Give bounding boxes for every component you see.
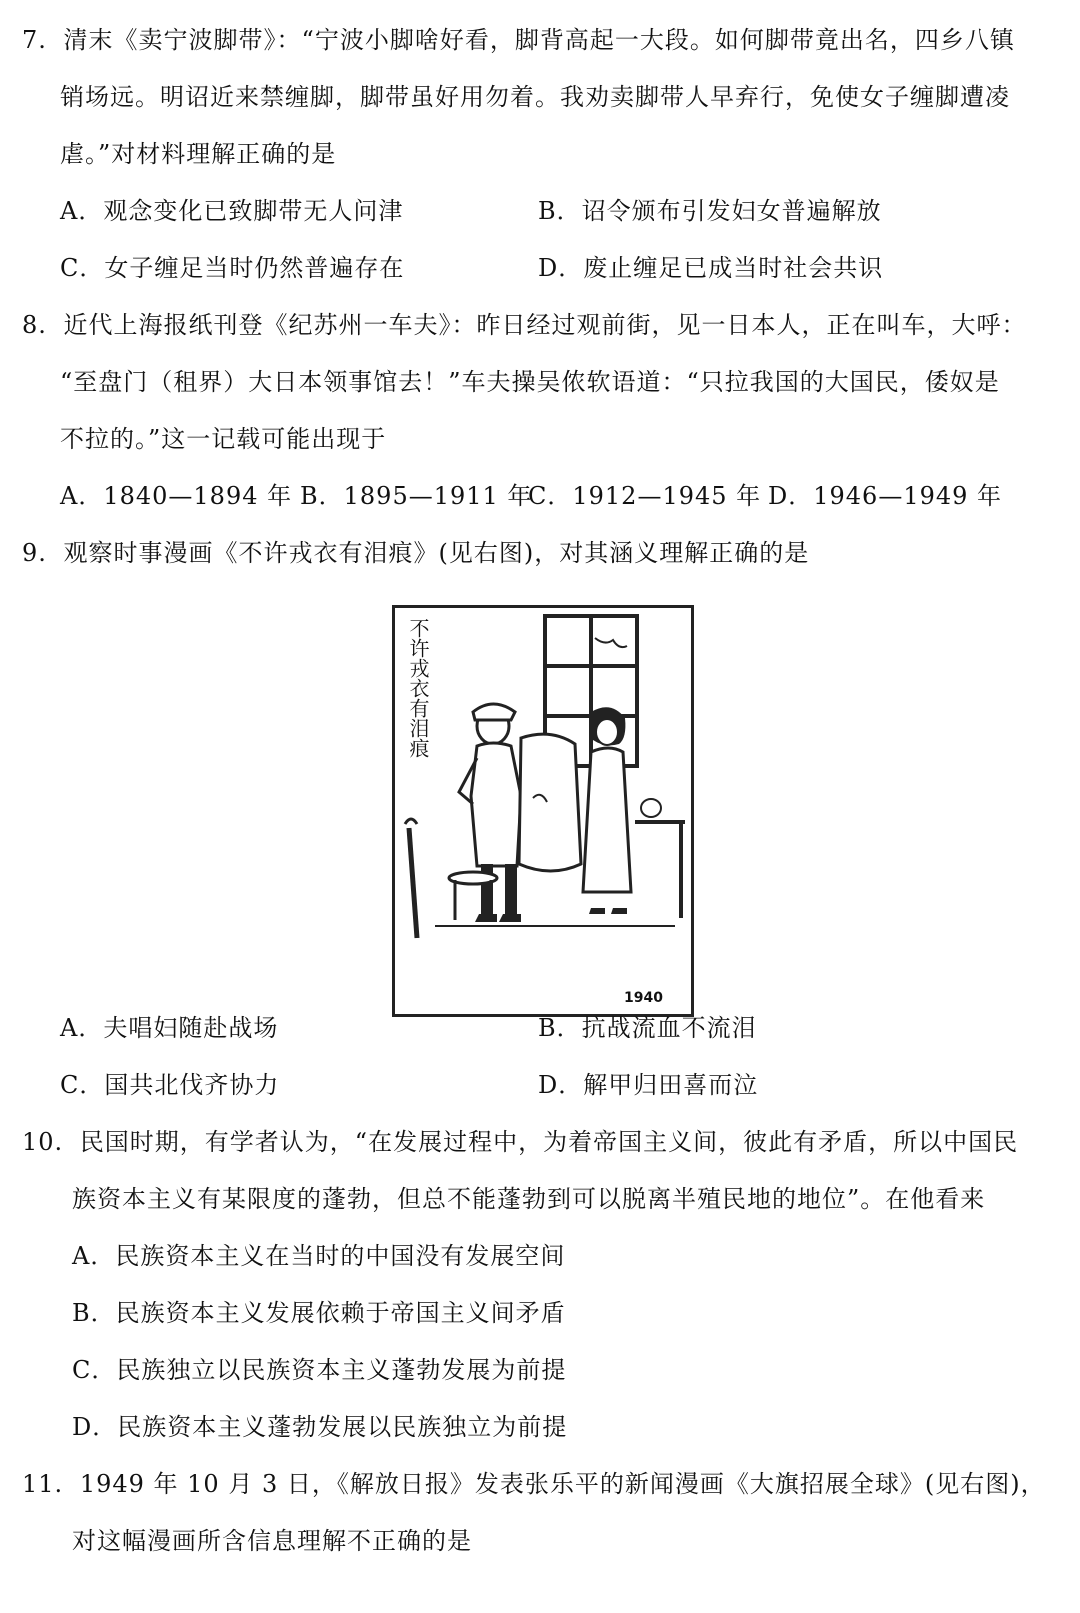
q9-option-d: D．解甲归田喜而泣 [538,1071,759,1099]
q9-option-b: B．抗战流血不流泪 [538,1014,757,1042]
q10-stem-line-2: 族资本主义有某限度的蓬勃，但总不能蓬勃到可以脱离半殖民地的地位”。在他看来 [72,1185,986,1213]
q8-option-d: D．1946—1949 年 [768,482,1003,510]
q10-text-1: 民国时期，有学者认为，“在发展过程中，为着帝国主义间，彼此有矛盾，所以中国民 [79,1128,1019,1156]
q11-stem-line-2: 对这幅漫画所含信息理解不正确的是 [72,1527,472,1555]
q10-number: 10. [22,1128,64,1156]
q8-option-a: A．1840—1894 年 [60,482,293,510]
q7-stem-line-1 [22,24,1015,56]
q7-text-1: 清末《卖宁波脚带》：“宁波小脚啥好看，脚背高起一大段。如何脚带竟出名，四乡八镇 [63,26,1015,54]
q8-stem-line-3: 不拉的。”这一记载可能出现于 [60,425,387,453]
q8-stem-line-1 [22,309,1027,341]
q10-option-c: C．民族独立以民族资本主义蓬勃发展为前提 [72,1356,567,1384]
q11-number: 11. [22,1470,64,1498]
q9-stem-line-1 [22,537,809,569]
q11-text-1: 1949 年 10 月 3 日，《解放日报》发表张乐平的新闻漫画《大旗招展全球》(见右图)， [79,1470,1046,1498]
cartoon-drawing [395,608,691,1014]
q9-option-c: C．国共北伐齐协力 [60,1071,280,1099]
q9-text-1: 观察时事漫画《不许戎衣有泪痕》(见右图)，对其涵义理解正确的是 [63,539,810,567]
q9-number: 9. [22,539,47,567]
q7-option-d: D．废止缠足已成当时社会共识 [538,254,884,282]
q7-option-c: C．女子缠足当时仍然普遍存在 [60,254,405,282]
q8-text-1: 近代上海报纸刊登《纪苏州一车夫》：昨日经过观前街，见一日本人，正在叫车，大呼： [63,311,1027,339]
q10-option-a: A．民族资本主义在当时的中国没有发展空间 [72,1242,566,1270]
q7-option-b: B．诏令颁布引发妇女普遍解放 [538,197,882,225]
q9-option-a: A．夫唱妇随赴战场 [60,1014,279,1042]
q10-stem-line-1 [22,1126,1018,1158]
q8-option-c: C．1912—1945 年 [528,482,762,510]
q8-number: 8. [22,311,47,339]
cartoon-year: 1940 [624,990,663,1006]
q7-stem-line-2: 销场远。明诏近来禁缠脚，脚带虽好用勿着。我劝卖脚带人早弃行，免使女子缠脚遭凌 [60,83,1010,111]
q7-stem-line-3: 虐。”对材料理解正确的是 [60,140,337,168]
q8-option-b: B．1895—1911 年 [300,482,533,510]
cartoon-figure [392,605,694,1017]
q10-option-b: B．民族资本主义发展依赖于帝国主义间矛盾 [72,1299,566,1327]
q7-number: 7. [22,26,47,54]
cartoon-caption: 不许戎衣有泪痕 [406,618,430,758]
q7-option-a: A．观念变化已致脚带无人问津 [60,197,404,225]
q8-stem-line-2: “至盘门（租界）大日本领事馆去！”车夫操吴侬软语道：“只拉我国的大国民，倭奴是 [60,368,1000,396]
q10-option-d: D．民族资本主义蓬勃发展以民族独立为前提 [72,1413,568,1441]
q11-stem-line-1 [22,1468,1046,1500]
